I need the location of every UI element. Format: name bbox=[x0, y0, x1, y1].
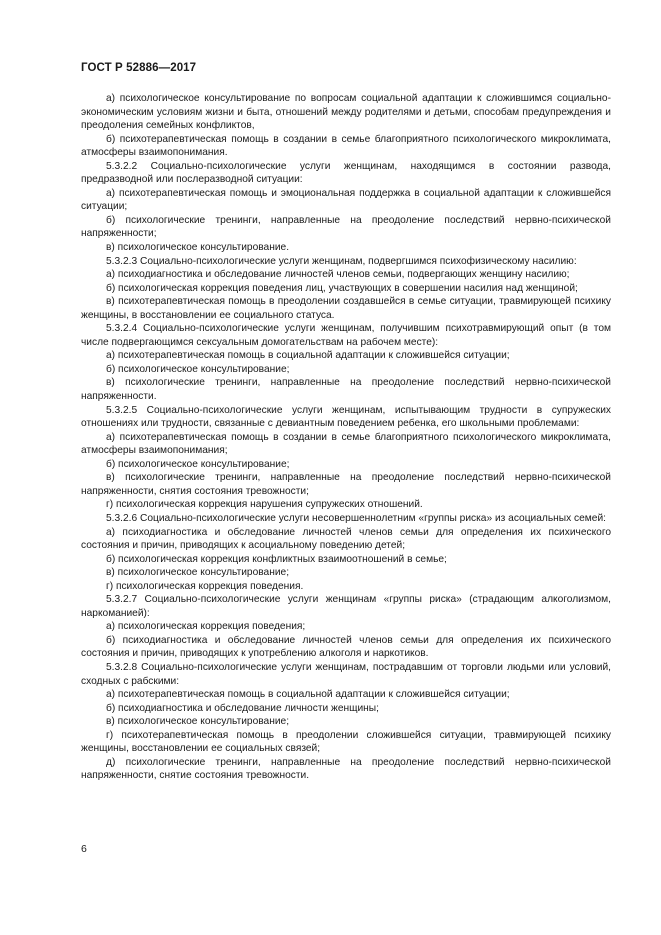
paragraph: б) психологические тренинги, направленные на преодоление последствий нервно-психической напряженности; bbox=[81, 214, 611, 240]
paragraph: в) психологическое консультирование; bbox=[106, 567, 290, 579]
paragraph: а) психотерапевтическая помощь в социальной адаптации к сложившейся ситуации; bbox=[106, 689, 510, 701]
paragraph: в) психотерапевтическая помощь в преодолении создавшейся в семье ситуации, травмирующей психику женщины, в восстановлении ее социального статуса. bbox=[81, 296, 611, 321]
paragraph: а) психотерапевтическая помощь и эмоциональная поддержка в социальной адаптации к сложившейся ситуации; bbox=[81, 187, 611, 213]
paragraph: а) психологическая коррекция поведения; bbox=[106, 621, 306, 633]
section-heading: 5.3.2.5 Социально-психологические услуги женщинам, испытывающим трудности в супружеских отношениях или трудности, связанные с девиантным поведением ребенка, его школьными проблемами: bbox=[81, 404, 611, 430]
section-heading: 5.3.2.8 Социально-психологические услуги женщинам, пострадавшим от торговли людьми или условий, сходных с рабскими: bbox=[81, 661, 611, 687]
section-heading: 5.3.2.7 Социально-психологические услуги женщинам «группы риска» (страдающим алкоголизмом, наркоманией): bbox=[81, 594, 611, 619]
document-code-header: ГОСТ Р 52886—2017 bbox=[81, 62, 197, 74]
paragraph: а) психотерапевтическая помощь в социальной адаптации к сложившейся ситуации; bbox=[106, 350, 510, 362]
paragraph: в) психологическое консультирование. bbox=[106, 242, 290, 254]
paragraph: а) психодиагностика и обследование личностей членов семьи для определения их психического состояния и причин, приводящих к асоциальному поведению детей; bbox=[81, 526, 611, 552]
section-heading: 5.3.2.2 Социально-психологические услуги женщинам, находящимся в состоянии развода, предразводной или послеразводной ситуации: bbox=[81, 160, 611, 186]
paragraph: г) психологическая коррекция нарушения супружеских отношений. bbox=[106, 499, 423, 511]
section-heading: 5.3.2.3 Социально-психологические услуги женщинам, подвергшимся психофизическому насилию: bbox=[106, 255, 577, 267]
paragraph: б) психологическое консультирование; bbox=[106, 363, 290, 375]
paragraph: б) психологическое консультирование; bbox=[106, 458, 290, 470]
page-number: 6 bbox=[81, 843, 87, 855]
paragraph: а) психодиагностика и обследование личностей членов семьи, подвергающих женщину насилию; bbox=[106, 269, 570, 281]
section-heading: 5.3.2.4 Социально-психологические услуги женщинам, получившим психотравмирующий опыт (в том числе подвергающимся сексуальным домогательствам на рабочем месте): bbox=[81, 323, 611, 348]
paragraph: б) психотерапевтическая помощь в создании в семье благоприятного психологического микроклимата, атмосферы взаимопонимания. bbox=[81, 133, 611, 159]
paragraph: г) психотерапевтическая помощь в преодолении сложившейся ситуации, травмирующей психику женщины, восстановлении ее социальных связей; bbox=[81, 729, 611, 755]
paragraph: б) психологическая коррекция конфликтных взаимоотношений в семье; bbox=[106, 553, 447, 565]
paragraph: в) психологические тренинги, направленные на преодоление последствий нервно-психической напряженности, снятия состояния тревожности; bbox=[81, 472, 611, 497]
paragraph: в) психологические тренинги, направленные на преодоление последствий нервно-психической напряженности. bbox=[81, 377, 611, 403]
paragraph: а) психологическое консультирование по вопросам социальной адаптации к сложившимся социально-экономическим условиям жизни и быта, отношений между родителями и детьми, способам предупреждения и преодоления семейных конфликтов, bbox=[81, 93, 611, 132]
body-text bbox=[81, 92, 611, 783]
paragraph: а) психотерапевтическая помощь в создании в семье благоприятного психологического микроклимата, атмосферы взаимопонимания; bbox=[81, 431, 611, 457]
paragraph: д) психологические тренинги, направленные на преодоление последствий нервно-психической напряженности, снятие состояния тревожности. bbox=[81, 756, 611, 782]
section-heading: 5.3.2.6 Социально-психологические услуги несовершеннолетним «группы риска» из асоциальных семей: bbox=[106, 512, 606, 524]
paragraph: в) психологическое консультирование; bbox=[106, 716, 290, 728]
paragraph: б) психодиагностика и обследование личности женщины; bbox=[106, 702, 379, 714]
paragraph: б) психологическая коррекция поведения лиц, участвующих в совершении насилия над женщиной; bbox=[106, 282, 578, 294]
paragraph: б) психодиагностика и обследование личностей членов семьи для определения их психического состояния и причин, приводящих к употреблению алкоголя и наркотиков. bbox=[81, 634, 611, 660]
paragraph: г) психологическая коррекция поведения. bbox=[106, 580, 304, 592]
